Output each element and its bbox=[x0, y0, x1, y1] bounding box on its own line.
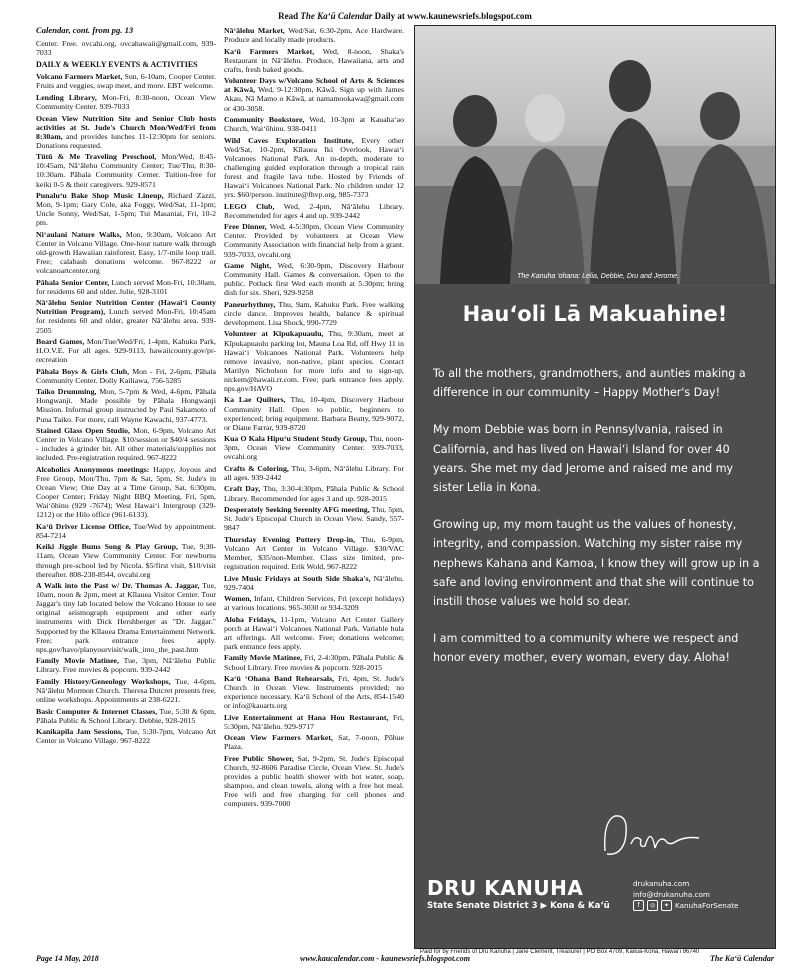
website-link[interactable]: drukanuha.com bbox=[633, 879, 690, 888]
event-details: Wed, 6:30-9pm, Discovery Harbour Community Hall. Games & conversation. Open to the public. Potluck first Wed each month at 5:30pm; bring dish for six. Sheri, 929-9258 bbox=[224, 260, 404, 298]
event-title: Nā‘ālehu Market, bbox=[224, 26, 285, 35]
ad-headline: Hau‘oli Lā Makuahine! bbox=[462, 302, 728, 326]
page-header: Read The Ka‘ū Calendar Daily at www.kaunewsriefs.blogspot.com bbox=[278, 11, 532, 21]
event-list-1 bbox=[36, 72, 216, 745]
event-item bbox=[224, 674, 404, 710]
event-title: Kanikapila Jam Sessions, bbox=[36, 727, 123, 737]
district-label: State Senate District 3 ▶ Kona & Ka‘ū bbox=[427, 901, 610, 911]
photo-caption: The Kanuha ‘ohana: Lelia, Debbie, Dru and Jerome. bbox=[517, 273, 679, 280]
event-details: Wed/Sat, 6:30-2pm, Ace Hardware. Produce and locally made products. bbox=[224, 26, 404, 45]
event-item bbox=[36, 278, 216, 296]
event-item bbox=[224, 713, 404, 731]
social-handle: KanuhaForSenate bbox=[675, 901, 739, 910]
event-title: Ocean View Farmers Market, bbox=[224, 733, 333, 743]
event-title: Punalu‘u Bake Shop Music Lineup, bbox=[36, 191, 164, 201]
event-details: Wed, 4-5:30pm, Ocean View Community Center. Provided by volunteers at Ocean View Community Association with financial help from a grant. 939-7033, ovcahi.org bbox=[224, 222, 405, 259]
event-item bbox=[224, 464, 404, 482]
event-details: Tue, 5:30 & 6pm, Pāhala Public & School Library. Debbie, 928-2015 bbox=[36, 706, 216, 725]
event-title: Game Night, bbox=[224, 260, 272, 270]
event-details: Mon-Fri, 8:30-noon, Ocean View Community Center. 939-7033 bbox=[36, 92, 216, 112]
event-item bbox=[224, 47, 404, 74]
event-title: Volcano Farmers Market, bbox=[36, 72, 123, 82]
event-item bbox=[224, 574, 404, 592]
family-photo bbox=[415, 26, 775, 284]
event-details: Tue, 4-6pm, Nā‘ālehu Mormon Church. Theresa Dutcret presents free, online workshops. Appointments at 238-6221. bbox=[36, 676, 216, 705]
candidate-block bbox=[427, 876, 610, 911]
event-title: Desperately Seeking Serenity AFG meeting, bbox=[224, 505, 370, 515]
ad-body bbox=[433, 364, 761, 686]
event-item bbox=[224, 26, 404, 44]
event-title: Ka‘ū Driver License Office, bbox=[36, 521, 131, 531]
signature bbox=[595, 796, 705, 866]
event-title: Wild Caves Exploration Institute, bbox=[224, 135, 354, 145]
event-details: Nā‘ālehu. 929-7404 bbox=[224, 573, 404, 592]
event-item bbox=[224, 615, 404, 651]
event-title: Paneurhythmy, bbox=[224, 299, 276, 309]
event-details: Wed, 2-4pm, Nā‘ālehu Library. Recommended for ages 4 and up. 939-2442 bbox=[224, 201, 404, 220]
event-title: Women, bbox=[224, 594, 252, 604]
event-title: Ni‘aulani Nature Walks, bbox=[36, 229, 122, 239]
event-item bbox=[224, 261, 404, 297]
event-details: Thu, 9:30am, meet at Kīpukapuaulu parking lot, Mauna Loa Rd, off Hwy 11 in Hawai‘i Volcanoes National Park. Volunteers help remove invasive, non-native, plant species. Contact Marilyn Nicholson for more info and to sign-up, nickem@hawaii.rr.com. Free; park entrance fees apply. nps.gov/HAVO bbox=[224, 329, 404, 393]
event-item bbox=[224, 754, 404, 809]
event-title: Craft Day, bbox=[224, 484, 261, 494]
event-item bbox=[36, 114, 216, 150]
event-title: Live Music Fridays at South Side Shaka's, bbox=[224, 573, 371, 583]
event-details: Mon - Fri, 2-6pm, Pāhala Community Center. Dolly Kailiawa, 756-5285 bbox=[36, 366, 216, 385]
event-title: Kua O Kala Hipu‘u Student Study Group, bbox=[224, 434, 367, 444]
event-item bbox=[224, 535, 404, 571]
event-item bbox=[224, 202, 404, 220]
event-title: Pāhala Boys & Girls Club, bbox=[36, 366, 130, 376]
event-item bbox=[224, 434, 404, 461]
event-title: Free Public Shower, bbox=[224, 753, 294, 763]
event-item bbox=[224, 115, 404, 133]
event-title: Aloha Fridays, bbox=[224, 614, 276, 624]
event-title: Volunteer Days w/Volcano School of Arts & Sciences at Kāwā, bbox=[224, 76, 404, 95]
event-item bbox=[36, 152, 216, 188]
event-item bbox=[36, 465, 216, 520]
event-details: Every other Wed/Sat, 10-2pm, Kīlauea Iki Overlook, Hawai‘i Volcanoes National Park. An in-depth, moderate to challenging guided exploration through a tropical rain forest and fragile lava tube. Hosted by Friends of Hawai‘i Volcanoes National Park. No children under 12 yrs. $60/person. institute@fhvp.org, 985-7373 bbox=[224, 135, 404, 200]
event-title: Thursday Evening Pottery Drop-in, bbox=[224, 534, 356, 544]
event-item bbox=[36, 727, 216, 745]
event-title: Family History/Geneology Workshops, bbox=[36, 676, 171, 686]
event-details: Tue, 9:30-11am, Ocean View Community Center. For newborns through pre-school led by Nicola. $5/first visit, $10/visit thereafter. 808-238-8544, ovcahi.org bbox=[36, 542, 216, 579]
instagram-icon[interactable]: ◎ bbox=[647, 900, 658, 911]
event-title: Family Movie Matinee, bbox=[224, 653, 303, 663]
paid-for-disclaimer: Paid for by Friends of Dru Kanuha | Jane Clement, Treasurer | PO Box 4709, Kailua-Kona, Hawai‘i 96740 bbox=[420, 949, 700, 955]
event-title: A Walk into the Past w/ Dr. Thomas A. Jaggar, bbox=[36, 581, 200, 591]
event-title: Community Bookstore, bbox=[224, 115, 305, 125]
event-item bbox=[36, 542, 216, 578]
event-details: 11-1pm, Volcano Art Center Gallery porch at Hawai‘i Volcanoes National Park. Variable hula art offerings. All welcome. Free; donations welcome; park entrance fees apply. bbox=[224, 614, 404, 651]
event-details: Tue, 3pm, Nā‘ālehu Public Library. Free movies & popcorn. 939-2442 bbox=[36, 656, 217, 675]
event-title: Family Movie Matinee, bbox=[36, 656, 119, 666]
event-item bbox=[36, 426, 216, 462]
event-title: Board Games, bbox=[36, 337, 85, 347]
event-title: Pāhala Senior Center, bbox=[36, 277, 110, 287]
event-details: Fri, 4pm, St. Jude's Church in Ocean View. Instruments provided; no experience necessary. Ka‘ū School of the Arts, 854-1540 or info@kauarts.org bbox=[224, 674, 404, 711]
event-details: Mon, 5-7pm & Wed, 4-6pm, Pāhala Hongwanji. Made possible by Pāhala Hongwanji Mission. Informal group instructed by Paul Sakamoto of Puna Taiko. For more, call Wayne Kawachi, 937-4773. bbox=[36, 387, 216, 424]
calendar-column-1 bbox=[36, 26, 216, 748]
event-details: Infant, Children Services, Fri (except holidays) at various locations. 965-3030 or 934-3209 bbox=[224, 594, 404, 613]
ad-paragraph: To all the mothers, grandmothers, and aunties making a difference in our community – Happy Mother's Day! bbox=[433, 367, 746, 400]
ad-paragraph: I am committed to a community where we respect and honor every mother, every woman, every day. Aloha! bbox=[433, 632, 739, 665]
event-details: Happy, Joyous and Free Group, Mon/Thu, 7pm & Sat, 5pm, St. Jude's in Ocean View; One Day at a Time Group, Sat, 6:30pm, Cooper Center; Friday Night BBQ Meeting, Fri, 5pm, Wai‘ōhinu (929 -7674); West Hawai‘i Intergroup (329-1212) or the Hilo office (961-6133). bbox=[36, 464, 216, 520]
event-item bbox=[224, 484, 404, 502]
twitter-icon[interactable]: ✦ bbox=[661, 900, 672, 911]
event-details: and provides lunches 11-12:30pm for seniors. Donations requested. bbox=[36, 131, 216, 150]
event-title: Alcoholics Anonymous meetings: bbox=[36, 464, 150, 474]
facebook-icon[interactable]: f bbox=[633, 900, 644, 911]
event-details: Tue, 5:30-7pm, Volcano Art Center in Volcano Village. 967-8222 bbox=[36, 727, 216, 746]
social-row bbox=[633, 900, 738, 911]
event-item bbox=[36, 522, 216, 540]
event-title: Ocean View Nutrition Site and Senior Club hosts activities at St. Jude's Church Mon/Wed/Fri from 8:30am, bbox=[36, 113, 216, 141]
event-details: Wed, 8-noon, Shaka's Restaurant in Nā‘ālehu. Produce, Hawaiiana, arts and crafts, fresh baked goods. bbox=[224, 46, 404, 74]
event-item bbox=[36, 298, 216, 334]
email-link[interactable]: info@drukanuha.com bbox=[633, 890, 710, 899]
event-item bbox=[36, 677, 216, 704]
event-item bbox=[224, 136, 404, 200]
event-item bbox=[36, 581, 216, 654]
event-title: Lending Library, bbox=[36, 92, 97, 102]
event-title: Tūtū & Me Traveling Preschool, bbox=[36, 152, 157, 162]
event-title: Keiki Jiggle Bums Song & Play Group, bbox=[36, 542, 178, 552]
section-heading: DAILY & WEEKLY EVENTS & ACTIVITIES bbox=[36, 60, 198, 70]
event-details: Wed, 9-12:30pm, Kāwā. Sign up with James Akau, Nā Mamo o Kāwā, at namamookawa@gmail.com or 430-3058. bbox=[224, 85, 404, 113]
event-details: Thu, noon-3pm, Ocean View Community Center. 939-7033, ovcahi.org bbox=[224, 434, 404, 462]
event-item bbox=[36, 191, 216, 227]
event-item bbox=[224, 395, 404, 431]
event-title: Free Dinner, bbox=[224, 222, 267, 232]
ad-paragraph: My mom Debbie was born in Pennsylvania, raised in California, and has lived on Hawai‘i Island for over 40 years. She met my dad Jerome and raised me and my sister Lelia in Kona. bbox=[433, 423, 734, 495]
lead-text: Center. Free. ovcahi.org, ovcahawaii@gmail.com, 939-7033 bbox=[36, 39, 216, 58]
event-details: Sat, 7-noon, Pōhue Plaza. bbox=[224, 733, 404, 752]
event-details: Sun, 6-10am, Cooper Center. Fruits and veggies, swap meet, and more. EBT welcome. bbox=[36, 72, 216, 91]
event-item bbox=[36, 367, 216, 385]
page-footer-left: Page 14 May, 2018 bbox=[36, 954, 99, 963]
event-details: Fri, 2-4:30pm, Pāhala Public & School Library. Free movies & popcorn. 928-2015 bbox=[224, 653, 405, 672]
event-details: Thu, 5pm, St. Jude's Episcopal Church in Ocean View. Sandy, 557-9847 bbox=[224, 505, 404, 533]
paper-title: The Ka‘ū Calendar bbox=[300, 11, 373, 21]
event-item bbox=[36, 656, 216, 674]
event-title: Ka‘ū Farmers Market, bbox=[224, 46, 315, 56]
event-details: Mon, 6-9pm, Volcano Art Center in Volcano Village. $10/session or $40/4 sessions - includes a grinder bit. All other materials/supplies not included. Pre-registration required. 967-8222 bbox=[36, 426, 217, 463]
event-details: Wed, 10-3pm at Kauaha‘ao Church, Wai‘ōhinu. 938-0411 bbox=[224, 115, 404, 134]
event-details: Sat, 9-2pm, St. Jude's Episcopal Church, 92-8606 Paradise Circle, Ocean View. St. Jude's provides a public health shower with hot water, soap, shampoo, and clean towels, along with a free hot meal. Free wifi and free charging for cell phones and computers. 939-7000 bbox=[224, 753, 404, 809]
event-title: Taiko Drumming, bbox=[36, 387, 97, 397]
event-title: Stained Glass Open Studio, bbox=[36, 426, 130, 436]
contact-info bbox=[633, 878, 738, 911]
campaign-ad bbox=[414, 25, 776, 949]
event-details: Thu, 6-9pm, Volcano Art Center in Volcano Village. $30/VAC Member, $35/non-Member. Class size limited, pre-registration required. Erik Wold, 967-8222 bbox=[224, 534, 404, 572]
event-details: Mon, 9:30am, Volcano Art Center in Volcano Village. One-hour nature walk through old-growth Hawaiian rainforest. Easy, 1/7-mile loop trail. Free; calabash donations welcome. 967-8222 or volcanoartcenter.org bbox=[36, 229, 217, 276]
event-item bbox=[224, 329, 404, 393]
event-item bbox=[224, 594, 404, 612]
event-details: Tue/Wed by appointment. 854-7214 bbox=[36, 521, 216, 540]
event-list-2 bbox=[224, 26, 404, 808]
event-title: Volunteer at Kīpukapuaulu, bbox=[224, 329, 324, 339]
event-item bbox=[224, 300, 404, 327]
page-footer-right: The Ka‘ū Calendar bbox=[709, 954, 774, 963]
event-details: Lunch served Mon-Fri, 10:30am, for residents 60 and older. Julie, 928-3101 bbox=[36, 277, 216, 296]
event-item bbox=[36, 230, 216, 275]
event-item bbox=[36, 707, 216, 725]
candidate-name: DRU KANUHA bbox=[427, 876, 584, 900]
event-title: Nā‘ālehu Senior Nutrition Center (Hawai‘i County Nutrition Program), bbox=[36, 298, 216, 317]
event-title: LEGO Club, bbox=[224, 201, 275, 211]
event-details: Thu, 3-6pm, Nā‘ālehu Library. For all ages. 939-2442 bbox=[224, 463, 404, 482]
event-item bbox=[36, 72, 216, 90]
event-title: Crafts & Coloring, bbox=[224, 463, 289, 473]
event-details: Fri, 5:30pm, Nā‘ālehu. 929-9717 bbox=[224, 712, 404, 731]
event-title: Ka Lae Quilters, bbox=[224, 395, 286, 405]
event-item bbox=[36, 387, 216, 423]
event-details: Richard Zazzi, Mon, 9-1pm; Gary Cole, aka Foggy, Wed/Sat, 11-1pm; Uncle Sonny, Wed/Sat, 1-5pm; Tui Masaniai, Fri, 10-2 pm. bbox=[36, 191, 216, 228]
event-title: Ka‘ū ‘Ohana Band Rehearsals, bbox=[224, 674, 335, 683]
event-details: Tue, 10am, noon & 2pm, meet at Kīlauea Visitor Center. Tour Jaggar's tiny lab located below the Volcano House to see original seismograph equipment and other early instruments with Dick Hershberger as "Dr. Jaggar." Supported by the Kīlauea Drama Entertainment Network. Free; park entrance fees apply. nps.gov/havo/planyourvisit/walk_into_the_past.htm bbox=[36, 581, 216, 654]
event-item bbox=[36, 93, 216, 111]
event-details: Mon/Wed, 8:45-10:45am, Nā‘ālehu Community Center; Tue/Thu, 8:30-10:30am. Pāhala Community Center. Tuition-free for keiki 0-5 & their caregivers. 929-8571 bbox=[36, 152, 216, 189]
calendar-column-2 bbox=[224, 26, 404, 811]
event-item bbox=[224, 505, 404, 532]
event-details: Thu, 9am, Kahuku Park. Free walking circle dance. Improves health, balance & spiritual development. Lisa Shock, 990-7729 bbox=[224, 299, 404, 327]
event-details: Lunch served Mon-Fri, 10:45am for residents 60 and older, greater Nā‘ālehu area. 939-2505 bbox=[36, 307, 216, 335]
event-title: Live Entertainment at Hana Hou Restaurant, bbox=[224, 712, 389, 722]
event-details: Thu, 10-4pm, Discovery Harbour Community Hall. Open to public, beginners to experienced; bring equipment. Barbara Beatty, 929-9072, or Diane Farrar, 939-8720 bbox=[224, 395, 404, 432]
event-item bbox=[224, 76, 404, 112]
page-footer-center: www.kaucalendar.com - kaunewsriefs.blogspot.com bbox=[300, 954, 470, 963]
event-item bbox=[224, 733, 404, 751]
ad-paragraph: Growing up, my mom taught us the values of honesty, integrity, and compassion. Watching my sister raise my nephews Kahana and Kamoa, I know they will grow up in a safe and loving environment and that she will continue to instill those values we hold so dear. bbox=[433, 518, 760, 609]
event-details: Thu, 3:30-4:30pm, Pāhala Public & School Library. Recommended for ages 3 and up. 928-2015 bbox=[224, 484, 404, 503]
event-title: Basic Computer & Internet Classes, bbox=[36, 706, 158, 716]
event-item bbox=[224, 653, 404, 671]
family-photo-illustration bbox=[415, 26, 775, 284]
continued-note: Calendar, cont. from pg. 13 bbox=[36, 25, 134, 35]
event-item bbox=[224, 222, 404, 258]
event-details: Mon/Tue/Wed/Fri, 1-4pm, Kahuku Park, H.O.V.E. For all ages. 929-9113, hawaiicounty.gov/pr-recreation bbox=[36, 337, 216, 365]
event-item bbox=[36, 337, 216, 364]
